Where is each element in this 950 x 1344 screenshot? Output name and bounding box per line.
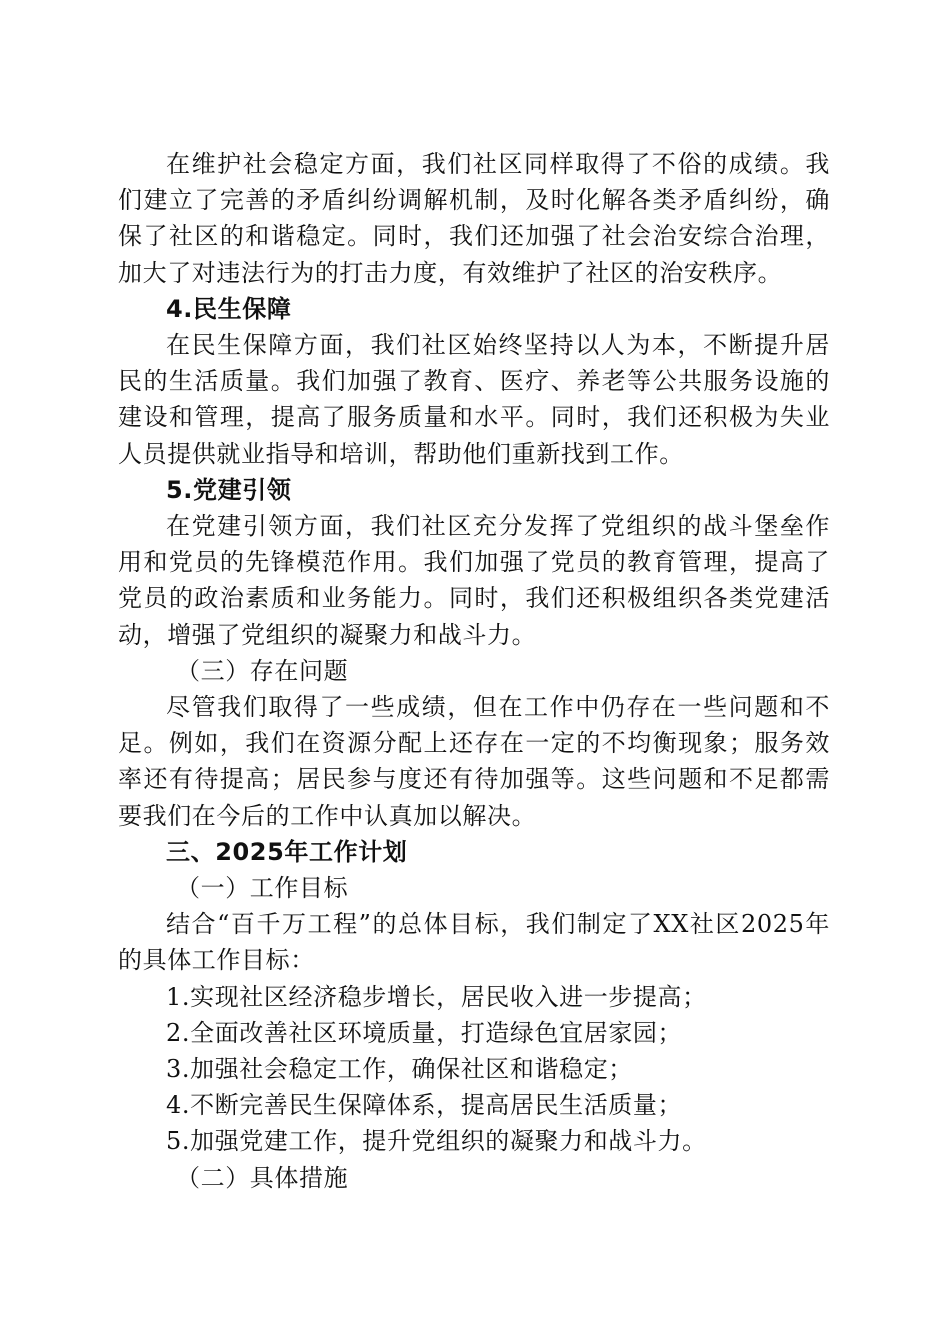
goal-item: 3.加强社会稳定工作，确保社区和谐稳定； xyxy=(166,1055,633,1084)
heading-plan: 三、2025年工作计划 xyxy=(166,837,408,866)
heading-livelihood: 4.民生保障 xyxy=(166,294,292,323)
paragraph-stability: 在维护社会稳定方面，我们社区同样取得了不俗的成绩。我们建立了完善的矛盾纠纷调解机制，及时化解各类矛盾纠纷，确保了社区的和谐稳定。同时，我们还加强了社会治安综合治理，加大了对违法行为的打击力度，有效维护了社区的治安秩序。 xyxy=(118,150,830,287)
heading-goals: （一）工作目标 xyxy=(176,874,349,903)
heading-party: 5.党建引领 xyxy=(166,475,292,504)
goal-item: 2.全面改善社区环境质量，打造绿色宜居家园； xyxy=(166,1018,683,1047)
document-page xyxy=(118,146,830,1196)
goal-item: 5.加强党建工作，提升党组织的凝聚力和战斗力。 xyxy=(166,1127,707,1156)
paragraph-goals-intro: 结合“百千万工程”的总体目标，我们制定了XX社区2025年的具体工作目标： xyxy=(118,910,830,975)
paragraph-problems: 尽管我们取得了一些成绩，但在工作中仍存在一些问题和不足。例如，我们在资源分配上还存在一定的不均衡现象；服务效率还有待提高；居民参与度还有待加强等。这些问题和不足都需要我们在今后的工作中认真加以解决。 xyxy=(118,693,830,830)
heading-problems: （三）存在问题 xyxy=(176,656,349,685)
paragraph-livelihood: 在民生保障方面，我们社区始终坚持以人为本，不断提升居民的生活质量。我们加强了教育、医疗、养老等公共服务设施的建设和管理，提高了服务质量和水平。同时，我们还积极为失业人员提供就业指导和培训，帮助他们重新找到工作。 xyxy=(118,331,830,468)
goal-item: 1.实现社区经济稳步增长，居民收入进一步提高； xyxy=(166,982,707,1011)
paragraph-party: 在党建引领方面，我们社区充分发挥了党组织的战斗堡垒作用和党员的先锋模范作用。我们加强了党员的教育管理，提高了党员的政治素质和业务能力。同时，我们还积极组织各类党建活动，增强了党组织的凝聚力和战斗力。 xyxy=(118,512,830,649)
goal-item: 4.不断完善民生保障体系，提高居民生活质量； xyxy=(166,1091,683,1120)
heading-measures: （二）具体措施 xyxy=(176,1163,349,1192)
